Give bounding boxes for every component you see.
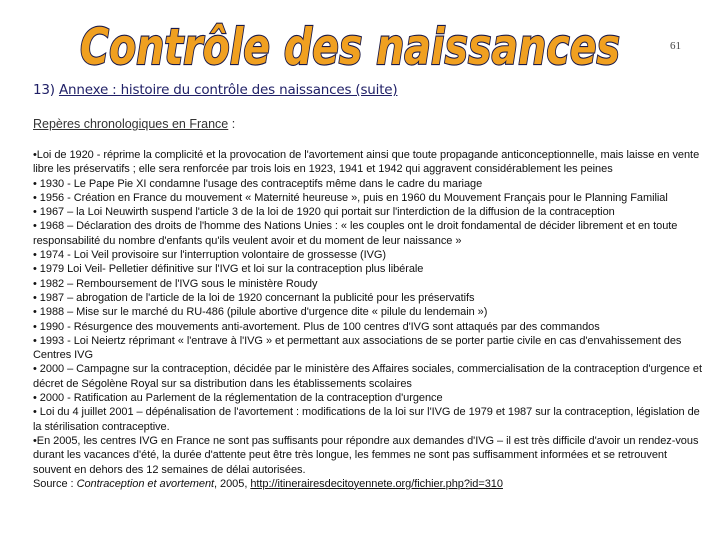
subheading-suffix: : <box>228 117 236 131</box>
list-item: • 1993 - Loi Neiertz réprimant « l'entrave à l'IVG » et permettant aux associations de se porter partie civile en cas d'envahissement des Centres IVG <box>33 334 682 362</box>
list-item: • 1967 – la Loi Neuwirth suspend l'article 3 de la loi de 1920 qui portait sur l'interdiction de la diffusion de la contraception <box>33 206 615 219</box>
list-item: • 2000 - Ratification au Parlement de la réglementation de la contraception d'urgence <box>33 392 443 405</box>
list-item: • 1990 - Résurgence des mouvements anti-avortement. Plus de 100 centres d'IVG sont attaqués par des commandos <box>33 320 600 333</box>
source-citation <box>33 477 705 491</box>
list-item: •Loi de 1920 - réprime la complicité et la provocation de l'avortement ainsi que toute propagande anticonceptionnelle, mais laisse en vente libre les préservatifs ; elle sera renforcée par trois lois en 1923, 1941 et 1942 qui aggravent considérablement les peines <box>33 149 700 176</box>
list-item: • 1974 - Loi Veil provisoire sur l'interruption volontaire de grossesse (IVG) <box>33 249 387 262</box>
list-item: • 1988 – Mise sur le marché du RU-486 (pilule abortive d'urgence dite « pilule du lendemain ») <box>33 306 488 319</box>
list-item: • 1987 – abrogation de l'article de la loi de 1920 concernant la publicité pour les préservatifs <box>33 291 475 304</box>
list-item: • 1930 - Le Pape Pie XI condamne l'usage des contraceptifs même dans le cadre du mariage <box>33 177 483 190</box>
list-item: •En 2005, les centres IVG en France ne sont pas suffisants pour répondre aux demandes d'IVG – il est très difficile d'avoir un rendez-vous durant les vacances d'été, la durée d'attente peut être très longue, les femmes ne sont pas suffisamment informées et se retrouvent souvent en dehors des 12 semaines de délai autorisées. <box>33 434 699 476</box>
section-heading <box>33 82 397 98</box>
source-link[interactable]: http://itinerairesdecitoyennete.org/fichier.php?id=310 <box>250 477 503 490</box>
section-number: 13) <box>33 82 55 98</box>
chronology-subheading <box>33 117 235 131</box>
source-prefix: Source : <box>33 477 77 490</box>
list-item: • 1979 Loi Veil- Pelletier définitive sur l'IVG et loi sur la contraception plus libérale <box>33 263 424 276</box>
list-item: • 1956 - Création en France du mouvement « Maternité heureuse », puis en 1960 du Mouvement Français pour le Planning Familial <box>33 191 668 204</box>
slide-title-wordart <box>70 10 630 74</box>
source-year: , 2005, <box>214 477 251 490</box>
list-item: • Loi du 4 juillet 2001 – dépénalisation de l'avortement : modifications de la loi sur l'IVG de 1979 et 1987 sur la contraception, législation de la stérilisation contraceptive. <box>33 406 700 433</box>
page-number: 61 <box>670 40 681 52</box>
list-item: • 1968 – Déclaration des droits de l'homme des Nations Unies : « les couples ont le droit fondamental de décider librement et en toute responsabilité du nombre d'enfants qu'ils veulent avoir et du moment de leur naissance » <box>33 220 678 247</box>
section-title: Annexe : histoire du contrôle des naissances (suite) <box>58 82 398 98</box>
slide-title: Contrôle des naissances <box>80 18 620 74</box>
subheading-label: Repères chronologiques en France <box>33 117 229 131</box>
list-item: • 2000 – Campagne sur la contraception, décidée par le ministère des Affaires sociales, commercialisation de la contraception d'urgence et décret de Ségolène Royal sur sa distribution dans les établissements scolaires <box>33 363 703 390</box>
list-item: • 1982 – Remboursement de l'IVG sous le ministère Roudy <box>33 277 318 290</box>
chronology-list <box>33 148 705 491</box>
source-work: Contraception et avortement <box>76 477 215 490</box>
